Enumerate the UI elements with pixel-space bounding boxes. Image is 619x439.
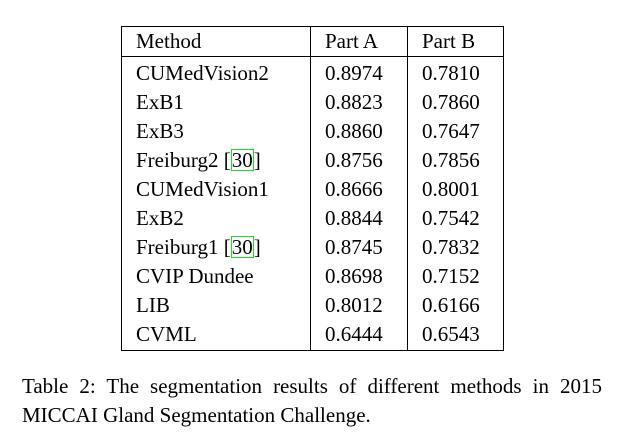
table-row (122, 291, 504, 320)
cell-method (122, 57, 311, 89)
cell-part-b: 0.7810 (408, 57, 504, 89)
cell-part-a: 0.8745 (311, 233, 408, 262)
cell-part-a: 0.8666 (311, 175, 408, 204)
citation-link[interactable]: 30 (231, 235, 253, 259)
cell-part-a: 0.6444 (311, 320, 408, 351)
cell-part-b: 0.6166 (408, 291, 504, 320)
method-name: LIB (136, 293, 170, 317)
table-row (122, 175, 504, 204)
method-name: ExB2 (136, 206, 184, 230)
table-row (122, 320, 504, 351)
header-part-a: Part A (311, 27, 408, 57)
table-row (122, 88, 504, 117)
table-row (122, 117, 504, 146)
cell-part-b: 0.7542 (408, 204, 504, 233)
table-row (122, 233, 504, 262)
table-row (122, 262, 504, 291)
cell-part-a: 0.8844 (311, 204, 408, 233)
header-method: Method (122, 27, 311, 57)
cell-part-a: 0.8698 (311, 262, 408, 291)
cell-part-b: 0.7152 (408, 262, 504, 291)
method-name: ExB3 (136, 119, 184, 143)
citation-link[interactable]: 30 (231, 148, 253, 172)
cell-part-b: 0.7647 (408, 117, 504, 146)
results-table (121, 26, 504, 351)
table-row (122, 146, 504, 175)
cell-part-a: 0.8860 (311, 117, 408, 146)
cell-method (122, 204, 311, 233)
table-row (122, 204, 504, 233)
cell-part-b: 0.8001 (408, 175, 504, 204)
cell-method (122, 88, 311, 117)
cell-method (122, 175, 311, 204)
method-name: ExB1 (136, 90, 184, 114)
cell-method: Freiburg2 [30] (122, 146, 311, 175)
cell-part-a: 0.8756 (311, 146, 408, 175)
method-name: Freiburg2 (136, 148, 219, 172)
cell-part-b: 0.6543 (408, 320, 504, 351)
table-row (122, 57, 504, 89)
cell-method (122, 262, 311, 291)
cell-method: Freiburg1 [30] (122, 233, 311, 262)
method-name: CVML (136, 322, 197, 346)
cell-part-a: 0.8974 (311, 57, 408, 89)
cell-part-b: 0.7856 (408, 146, 504, 175)
table-header-row (122, 27, 504, 57)
method-name: Freiburg1 (136, 235, 219, 259)
cell-part-b: 0.7860 (408, 88, 504, 117)
cell-part-a: 0.8823 (311, 88, 408, 117)
cell-method (122, 320, 311, 351)
cell-part-a: 0.8012 (311, 291, 408, 320)
table-caption: Table 2: The segmentation results of different methods in 2015 MICCAI Gland Segmentation Challenge. (22, 374, 602, 427)
cell-method (122, 291, 311, 320)
cell-part-b: 0.7832 (408, 233, 504, 262)
method-name: CUMedVision2 (136, 61, 269, 85)
method-name: CUMedVision1 (136, 177, 269, 201)
header-part-b: Part B (408, 27, 504, 57)
method-name: CVIP Dundee (136, 264, 254, 288)
cell-method (122, 117, 311, 146)
table-body (122, 57, 504, 351)
